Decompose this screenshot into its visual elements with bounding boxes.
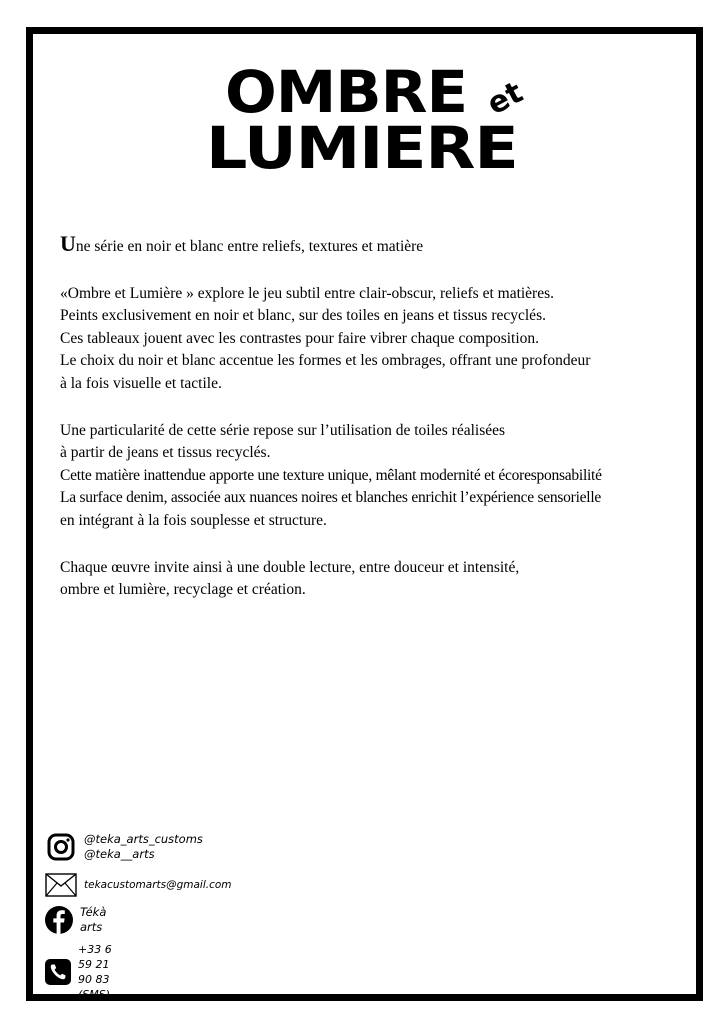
description [60, 233, 700, 602]
instagram-row[interactable] [44, 830, 203, 864]
paragraph-3 [60, 557, 700, 602]
email-address[interactable]: tekacustomarts@gmail.com [84, 878, 232, 891]
intro-line [60, 233, 700, 259]
paragraph-line: «Ombre et Lumière » explore le jeu subtil entre clair-obscur, reliefs et matières. [60, 284, 555, 302]
title-logo [0, 0, 724, 190]
paragraph-line: Peints exclusivement en noir et blanc, sur des toiles en jeans et tissus recyclés. [60, 307, 546, 325]
facebook-name[interactable]: Tékà arts [80, 905, 107, 934]
title-line-1: OMBRE [225, 58, 468, 126]
title-line-2: LUMIERE [206, 114, 518, 182]
intro-initial: U [60, 231, 76, 256]
paragraph-line: Chaque œuvre invite ainsi à une double lecture, entre douceur et intensité, [60, 558, 520, 576]
facebook-row[interactable] [44, 903, 110, 937]
paragraph-line: Cette matière inattendue apporte une texture unique, mêlant modernité et écoresponsabilité [60, 466, 602, 484]
paragraph-2 [60, 420, 700, 533]
paragraph-line: Une particularité de cette série repose sur l’utilisation de toiles réalisées [60, 421, 506, 439]
instagram-handle[interactable]: @teka__arts [84, 847, 155, 861]
paragraph-line: à partir de jeans et tissus recyclés. [60, 444, 271, 462]
paragraph-line: ombre et lumière, recyclage et création. [60, 581, 306, 599]
phone-number[interactable]: +33 6 59 21 90 83 (SMS) [78, 943, 112, 1001]
paragraph-1 [60, 283, 700, 396]
envelope-icon [44, 868, 78, 902]
phone-icon [44, 955, 72, 989]
phone-row[interactable] [44, 942, 116, 1002]
paragraph-line: Le choix du noir et blanc accentue les formes et les ombrages, offrant une profondeur [60, 352, 591, 370]
instagram-handle[interactable]: @teka_arts_customs [84, 832, 203, 846]
paragraph-line: Ces tableaux jouent avec les contrastes pour faire vibrer chaque composition. [60, 329, 540, 347]
intro-text: ne série en noir et blanc entre reliefs, textures et matière [75, 238, 424, 255]
email-row[interactable] [44, 868, 232, 902]
paragraph-line: à la fois visuelle et tactile. [60, 374, 222, 392]
instagram-icon [44, 830, 78, 864]
facebook-icon [44, 903, 74, 937]
title-connector: et [481, 74, 529, 123]
paragraph-line: La surface denim, associée aux nuances noires et blanches enrichit l’expérience sensorielle [60, 489, 602, 507]
paragraph-line: en intégrant à la fois souplesse et structure. [60, 511, 327, 529]
